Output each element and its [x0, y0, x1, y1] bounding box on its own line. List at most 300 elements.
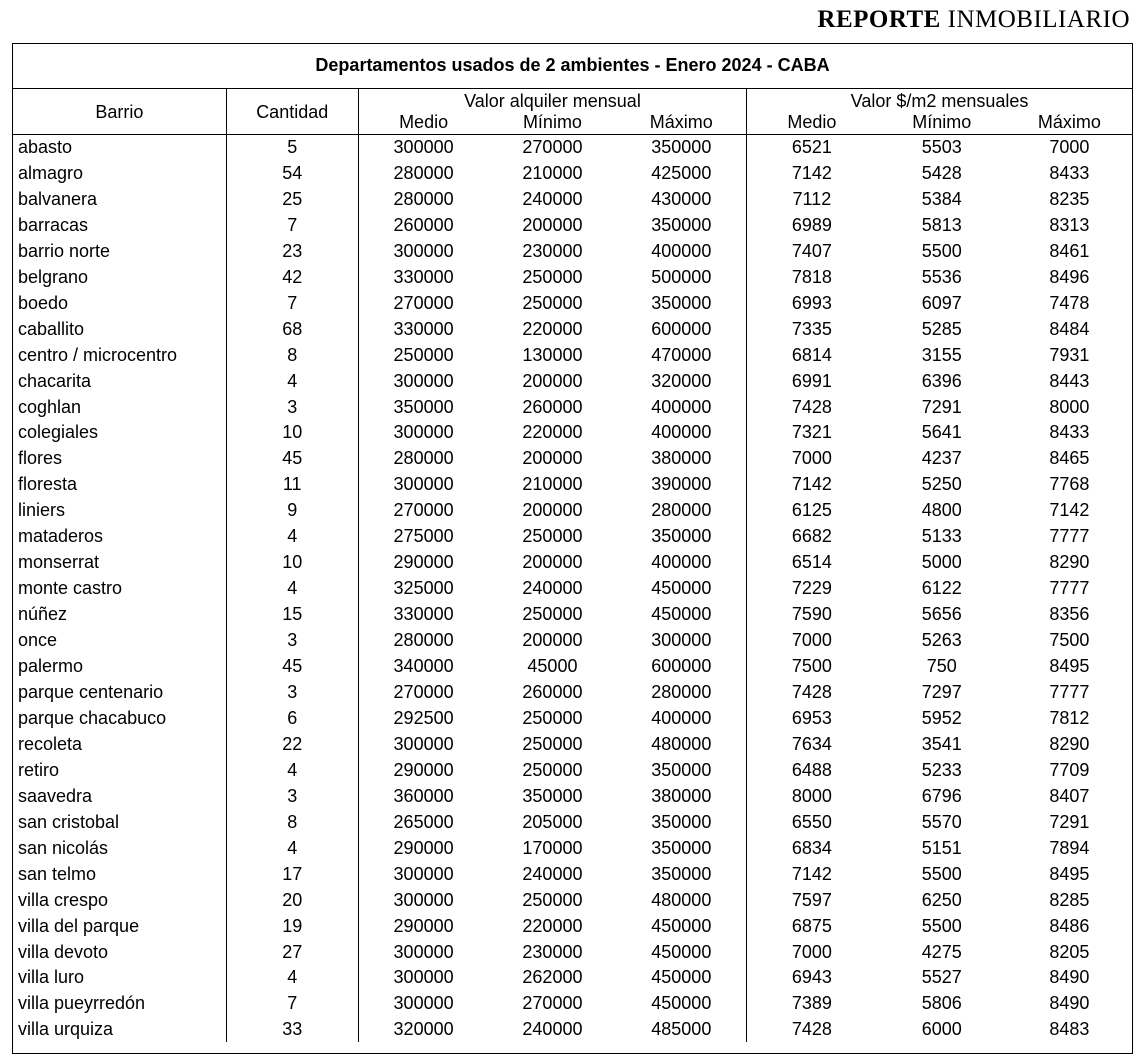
- cell-alq-maximo: 450000: [651, 915, 712, 936]
- cell-alq-minimo: 220000: [522, 318, 583, 339]
- cell-m2-minimo: 5133: [921, 526, 962, 547]
- cell-m2-maximo: 7000: [1049, 137, 1090, 158]
- cell-alq-minimo: 250000: [522, 604, 583, 625]
- cell-alq-maximo: 390000: [651, 474, 712, 495]
- table-row: [13, 783, 1132, 809]
- cell-m2-minimo: 5263: [921, 630, 962, 651]
- cell-alq-minimo: 200000: [522, 630, 583, 651]
- cell-alq-medio: 320000: [358, 1016, 488, 1042]
- cell-alq-minimo: 45000: [527, 656, 578, 677]
- cell-m2-maximo: 7812: [1049, 707, 1090, 728]
- cell-m2-medio: 7428: [747, 679, 877, 705]
- cell-cantidad: 7: [226, 212, 358, 238]
- header-m2-medio: Medio: [747, 112, 877, 134]
- table-row: [13, 290, 1132, 316]
- cell-cantidad: 4: [226, 368, 358, 394]
- cell-alq-medio: 270000: [358, 497, 488, 523]
- cell-m2-minimo: 6396: [921, 370, 962, 391]
- cell-m2-minimo: 6796: [921, 785, 962, 806]
- cell-m2-medio: 6989: [747, 212, 877, 238]
- cell-alq-maximo: 350000: [651, 837, 712, 858]
- cell-m2-maximo: 7931: [1049, 344, 1090, 365]
- cell-alq-maximo: 350000: [651, 759, 712, 780]
- cell-m2-medio: 7590: [747, 601, 877, 627]
- cell-alq-minimo: 200000: [522, 552, 583, 573]
- cell-m2-medio: 7000: [747, 939, 877, 965]
- cell-m2-maximo: 7894: [1049, 837, 1090, 858]
- cell-alq-medio: 330000: [358, 316, 488, 342]
- cell-m2-maximo: 8000: [1049, 396, 1090, 417]
- cell-alq-medio: 280000: [358, 160, 488, 186]
- cell-m2-medio: 7634: [747, 731, 877, 757]
- cell-barrio: palermo: [18, 656, 84, 677]
- cell-barrio: abasto: [18, 137, 73, 158]
- table-row: [13, 1016, 1132, 1042]
- cell-m2-maximo: 7777: [1049, 681, 1090, 702]
- cell-barrio: retiro: [18, 759, 60, 780]
- brand-bold: REPORTE: [817, 6, 941, 33]
- cell-m2-maximo: 8433: [1049, 162, 1090, 183]
- cell-m2-medio: 7389: [747, 990, 877, 1016]
- cell-alq-medio: 300000: [358, 861, 488, 887]
- cell-alq-medio: 300000: [358, 471, 488, 497]
- cell-alq-minimo: 240000: [522, 578, 583, 599]
- cell-alq-medio: 292500: [358, 705, 488, 731]
- cell-m2-maximo: 7500: [1049, 630, 1090, 651]
- table-row: [13, 731, 1132, 757]
- cell-alq-medio: 270000: [358, 290, 488, 316]
- cell-barrio: balvanera: [18, 188, 98, 209]
- cell-cantidad: 54: [226, 160, 358, 186]
- cell-m2-minimo: 4237: [921, 448, 962, 469]
- cell-barrio: recoleta: [18, 733, 83, 754]
- cell-alq-medio: 300000: [358, 419, 488, 445]
- cell-alq-maximo: 350000: [651, 863, 712, 884]
- cell-barrio: villa devoto: [18, 941, 109, 962]
- table-row: [13, 523, 1132, 549]
- cell-barrio: caballito: [18, 318, 85, 339]
- table-row: [13, 264, 1132, 290]
- cell-barrio: san telmo: [18, 863, 97, 884]
- cell-cantidad: 4: [226, 835, 358, 861]
- cell-m2-medio: 6834: [747, 835, 877, 861]
- cell-alq-minimo: 200000: [522, 214, 583, 235]
- header-alq-maximo: Máximo: [617, 112, 747, 134]
- cell-alq-minimo: 170000: [522, 837, 583, 858]
- cell-alq-medio: 290000: [358, 757, 488, 783]
- cell-alq-medio: 300000: [358, 134, 488, 160]
- cell-alq-maximo: 380000: [651, 785, 712, 806]
- header-alq-minimo: Mínimo: [488, 112, 616, 134]
- cell-alq-minimo: 260000: [522, 396, 583, 417]
- cell-m2-maximo: 8496: [1049, 266, 1090, 287]
- table-row: [13, 679, 1132, 705]
- cell-cantidad: 4: [226, 965, 358, 991]
- cell-alq-maximo: 480000: [651, 733, 712, 754]
- header-m2-maximo: Máximo: [1007, 112, 1132, 134]
- cell-m2-maximo: 8290: [1049, 552, 1090, 573]
- cell-barrio: saavedra: [18, 785, 93, 806]
- cell-m2-maximo: 8290: [1049, 733, 1090, 754]
- cell-alq-maximo: 500000: [651, 266, 712, 287]
- cell-m2-minimo: 5952: [921, 707, 962, 728]
- cell-m2-medio: 6814: [747, 342, 877, 368]
- cell-alq-minimo: 240000: [522, 1019, 583, 1040]
- cell-alq-maximo: 350000: [651, 526, 712, 547]
- cell-barrio: belgrano: [18, 266, 89, 287]
- cell-barrio: floresta: [18, 474, 78, 495]
- cell-alq-maximo: 400000: [651, 240, 712, 261]
- table-row: [13, 316, 1132, 342]
- table-row: [13, 342, 1132, 368]
- cell-barrio: centro / microcentro: [18, 344, 178, 365]
- cell-m2-maximo: 8495: [1049, 656, 1090, 677]
- cell-m2-maximo: 8495: [1049, 863, 1090, 884]
- cell-alq-medio: 300000: [358, 939, 488, 965]
- cell-barrio: boedo: [18, 292, 69, 313]
- cell-m2-minimo: 750: [926, 656, 957, 677]
- table-row: [13, 419, 1132, 445]
- cell-m2-minimo: 7297: [921, 681, 962, 702]
- cell-alq-maximo: 350000: [651, 292, 712, 313]
- cell-m2-minimo: 6122: [921, 578, 962, 599]
- cell-barrio: villa pueyrredón: [18, 993, 146, 1014]
- cell-alq-medio: 280000: [358, 186, 488, 212]
- cell-m2-maximo: 7142: [1049, 500, 1090, 521]
- cell-m2-medio: 7428: [747, 1016, 877, 1042]
- cell-cantidad: 10: [226, 419, 358, 445]
- cell-m2-minimo: 5000: [921, 552, 962, 573]
- cell-m2-minimo: 5151: [921, 837, 962, 858]
- cell-alq-medio: 250000: [358, 342, 488, 368]
- table-row: [13, 965, 1132, 991]
- header-m2-minimo: Mínimo: [877, 112, 1007, 134]
- header-alq-medio: Medio: [358, 112, 488, 134]
- table-row: [13, 809, 1132, 835]
- cell-cantidad: 27: [226, 939, 358, 965]
- cell-cantidad: 3: [226, 394, 358, 420]
- table-row: [13, 238, 1132, 264]
- table-row: [13, 160, 1132, 186]
- cell-barrio: san nicolás: [18, 837, 109, 858]
- cell-barrio: flores: [18, 448, 63, 469]
- cell-m2-medio: 7229: [747, 575, 877, 601]
- cell-alq-maximo: 470000: [651, 344, 712, 365]
- cell-m2-minimo: 5384: [921, 188, 962, 209]
- cell-barrio: coghlan: [18, 396, 82, 417]
- cell-cantidad: 7: [226, 290, 358, 316]
- table-row: [13, 445, 1132, 471]
- cell-m2-minimo: 4275: [921, 941, 962, 962]
- table-row: [13, 653, 1132, 679]
- cell-m2-maximo: 8443: [1049, 370, 1090, 391]
- cell-alq-maximo: 450000: [651, 993, 712, 1014]
- cell-alq-medio: 260000: [358, 212, 488, 238]
- table-row: [13, 757, 1132, 783]
- cell-barrio: villa luro: [18, 967, 85, 988]
- cell-m2-maximo: 8461: [1049, 240, 1090, 261]
- cell-m2-medio: 7142: [747, 160, 877, 186]
- cell-alq-minimo: 350000: [522, 785, 583, 806]
- cell-alq-minimo: 210000: [522, 162, 583, 183]
- cell-m2-medio: 7500: [747, 653, 877, 679]
- table-row: [13, 990, 1132, 1016]
- cell-m2-medio: 6521: [747, 134, 877, 160]
- header-cantidad: Cantidad: [226, 88, 358, 134]
- cell-alq-minimo: 250000: [522, 526, 583, 547]
- cell-alq-maximo: 450000: [651, 941, 712, 962]
- cell-m2-minimo: 5250: [921, 474, 962, 495]
- cell-alq-maximo: 480000: [651, 889, 712, 910]
- cell-alq-medio: 330000: [358, 601, 488, 627]
- cell-alq-maximo: 350000: [651, 811, 712, 832]
- cell-alq-minimo: 250000: [522, 733, 583, 754]
- cell-alq-minimo: 240000: [522, 863, 583, 884]
- cell-m2-maximo: 8490: [1049, 967, 1090, 988]
- cell-barrio: san cristobal: [18, 811, 120, 832]
- cell-alq-maximo: 425000: [651, 162, 712, 183]
- cell-m2-medio: 7000: [747, 627, 877, 653]
- cell-alq-minimo: 220000: [522, 915, 583, 936]
- cell-m2-minimo: 5806: [921, 993, 962, 1014]
- cell-alq-maximo: 600000: [651, 656, 712, 677]
- table-row: [13, 627, 1132, 653]
- cell-alq-maximo: 350000: [651, 214, 712, 235]
- table-row: [13, 186, 1132, 212]
- cell-alq-minimo: 230000: [522, 240, 583, 261]
- cell-alq-medio: 275000: [358, 523, 488, 549]
- cell-barrio: colegiales: [18, 422, 99, 443]
- cell-m2-medio: 6943: [747, 965, 877, 991]
- cell-alq-minimo: 210000: [522, 474, 583, 495]
- cell-alq-minimo: 200000: [522, 370, 583, 391]
- cell-m2-minimo: 5527: [921, 967, 962, 988]
- table-row: [13, 212, 1132, 238]
- cell-cantidad: 4: [226, 523, 358, 549]
- table-row: [13, 887, 1132, 913]
- cell-alq-maximo: 380000: [651, 448, 712, 469]
- cell-barrio: villa crespo: [18, 889, 109, 910]
- cell-alq-medio: 290000: [358, 913, 488, 939]
- cell-m2-medio: 7142: [747, 471, 877, 497]
- cell-m2-minimo: 6097: [921, 292, 962, 313]
- cell-barrio: monte castro: [18, 578, 123, 599]
- cell-alq-maximo: 280000: [651, 681, 712, 702]
- table-row: [13, 601, 1132, 627]
- cell-m2-medio: 6991: [747, 368, 877, 394]
- header-m2-group: Valor $/m2 mensuales: [747, 88, 1132, 112]
- cell-alq-maximo: 400000: [651, 552, 712, 573]
- cell-m2-maximo: 8205: [1049, 941, 1090, 962]
- cell-cantidad: 15: [226, 601, 358, 627]
- cell-alq-medio: 330000: [358, 264, 488, 290]
- cell-alq-minimo: 130000: [522, 344, 583, 365]
- cell-alq-minimo: 270000: [522, 137, 583, 158]
- table-row: [13, 575, 1132, 601]
- cell-alq-minimo: 240000: [522, 188, 583, 209]
- cell-m2-medio: 7407: [747, 238, 877, 264]
- cell-m2-maximo: 8465: [1049, 448, 1090, 469]
- cell-alq-maximo: 350000: [651, 137, 712, 158]
- cell-m2-maximo: 7768: [1049, 474, 1090, 495]
- cell-alq-minimo: 205000: [522, 811, 583, 832]
- cell-cantidad: 4: [226, 575, 358, 601]
- cell-cantidad: 68: [226, 316, 358, 342]
- cell-m2-maximo: 8356: [1049, 604, 1090, 625]
- cell-barrio: once: [18, 630, 58, 651]
- cell-cantidad: 45: [226, 653, 358, 679]
- cell-cantidad: 8: [226, 342, 358, 368]
- cell-alq-maximo: 450000: [651, 604, 712, 625]
- cell-m2-maximo: 8490: [1049, 993, 1090, 1014]
- cell-cantidad: 8: [226, 809, 358, 835]
- table-row: [13, 497, 1132, 523]
- cell-barrio: núñez: [18, 604, 68, 625]
- cell-m2-minimo: 5813: [921, 214, 962, 235]
- cell-alq-maximo: 450000: [651, 967, 712, 988]
- cell-m2-maximo: 8433: [1049, 422, 1090, 443]
- cell-cantidad: 19: [226, 913, 358, 939]
- cell-m2-maximo: 7709: [1049, 759, 1090, 780]
- cell-alq-medio: 300000: [358, 965, 488, 991]
- cell-m2-maximo: 8483: [1049, 1019, 1090, 1040]
- cell-cantidad: 10: [226, 549, 358, 575]
- cell-barrio: liniers: [18, 500, 66, 521]
- cell-alq-medio: 290000: [358, 549, 488, 575]
- cell-m2-medio: 7818: [747, 264, 877, 290]
- cell-cantidad: 22: [226, 731, 358, 757]
- table-row: [13, 394, 1132, 420]
- table-row: [13, 835, 1132, 861]
- cell-alq-minimo: 200000: [522, 448, 583, 469]
- cell-m2-maximo: 8486: [1049, 915, 1090, 936]
- cell-alq-maximo: 450000: [651, 578, 712, 599]
- cell-alq-minimo: 250000: [522, 707, 583, 728]
- cell-m2-medio: 6993: [747, 290, 877, 316]
- cell-alq-minimo: 270000: [522, 993, 583, 1014]
- cell-alq-minimo: 250000: [522, 889, 583, 910]
- cell-alq-medio: 325000: [358, 575, 488, 601]
- cell-m2-maximo: 8235: [1049, 188, 1090, 209]
- cell-alq-medio: 280000: [358, 627, 488, 653]
- cell-m2-minimo: 5536: [921, 266, 962, 287]
- cell-alq-medio: 265000: [358, 809, 488, 835]
- cell-alq-medio: 300000: [358, 731, 488, 757]
- cell-cantidad: 4: [226, 757, 358, 783]
- table-row: [13, 913, 1132, 939]
- cell-m2-maximo: 7478: [1049, 292, 1090, 313]
- cell-cantidad: 42: [226, 264, 358, 290]
- cell-barrio: parque chacabuco: [18, 707, 167, 728]
- cell-m2-maximo: 7291: [1049, 811, 1090, 832]
- table-row: [13, 939, 1132, 965]
- cell-cantidad: 11: [226, 471, 358, 497]
- cell-m2-medio: 7428: [747, 394, 877, 420]
- table-row: [13, 705, 1132, 731]
- report-table-frame: [12, 43, 1133, 1054]
- cell-m2-minimo: 5500: [921, 240, 962, 261]
- cell-m2-medio: 6514: [747, 549, 877, 575]
- cell-m2-maximo: 7777: [1049, 578, 1090, 599]
- cell-barrio: chacarita: [18, 370, 92, 391]
- cell-alq-minimo: 260000: [522, 681, 583, 702]
- cell-m2-medio: 6875: [747, 913, 877, 939]
- cell-m2-minimo: 3541: [921, 733, 962, 754]
- cell-barrio: villa urquiza: [18, 1019, 114, 1040]
- cell-alq-maximo: 400000: [651, 707, 712, 728]
- cell-m2-minimo: 5428: [921, 162, 962, 183]
- cell-cantidad: 3: [226, 627, 358, 653]
- cell-barrio: villa del parque: [18, 915, 140, 936]
- cell-cantidad: 20: [226, 887, 358, 913]
- cell-alq-minimo: 250000: [522, 292, 583, 313]
- header-barrio: Barrio: [13, 88, 226, 134]
- brand-regular: INMOBILIARIO: [947, 6, 1130, 33]
- cell-alq-minimo: 250000: [522, 759, 583, 780]
- cell-m2-minimo: 5641: [921, 422, 962, 443]
- cell-cantidad: 33: [226, 1016, 358, 1042]
- cell-m2-minimo: 6000: [921, 1019, 962, 1040]
- rental-table: [13, 44, 1132, 1042]
- cell-cantidad: 25: [226, 186, 358, 212]
- table-row: [13, 549, 1132, 575]
- cell-alq-maximo: 300000: [651, 630, 712, 651]
- cell-m2-minimo: 5500: [921, 915, 962, 936]
- cell-barrio: barrio norte: [18, 240, 111, 261]
- cell-alq-maximo: 600000: [651, 318, 712, 339]
- cell-barrio: barracas: [18, 214, 89, 235]
- cell-alq-maximo: 400000: [651, 422, 712, 443]
- cell-alq-medio: 280000: [358, 445, 488, 471]
- cell-alq-maximo: 320000: [651, 370, 712, 391]
- cell-cantidad: 7: [226, 990, 358, 1016]
- cell-alq-minimo: 220000: [522, 422, 583, 443]
- cell-alq-maximo: 280000: [651, 500, 712, 521]
- cell-m2-medio: 7321: [747, 419, 877, 445]
- cell-m2-medio: 6953: [747, 705, 877, 731]
- cell-cantidad: 5: [226, 134, 358, 160]
- cell-cantidad: 3: [226, 783, 358, 809]
- table-row: [13, 861, 1132, 887]
- cell-alq-medio: 360000: [358, 783, 488, 809]
- cell-alq-medio: 300000: [358, 238, 488, 264]
- cell-m2-medio: 8000: [747, 783, 877, 809]
- cell-m2-medio: 7000: [747, 445, 877, 471]
- cell-barrio: monserrat: [18, 552, 100, 573]
- cell-alq-medio: 300000: [358, 887, 488, 913]
- cell-alq-medio: 340000: [358, 653, 488, 679]
- cell-barrio: almagro: [18, 162, 84, 183]
- cell-cantidad: 45: [226, 445, 358, 471]
- cell-m2-medio: 7335: [747, 316, 877, 342]
- cell-alq-minimo: 262000: [522, 967, 583, 988]
- cell-alq-maximo: 485000: [651, 1019, 712, 1040]
- cell-alq-maximo: 400000: [651, 396, 712, 417]
- cell-alq-minimo: 250000: [522, 266, 583, 287]
- cell-alq-medio: 300000: [358, 990, 488, 1016]
- header-alquiler-group: Valor alquiler mensual: [358, 88, 746, 112]
- cell-cantidad: 23: [226, 238, 358, 264]
- cell-m2-minimo: 5570: [921, 811, 962, 832]
- cell-m2-maximo: 8313: [1049, 214, 1090, 235]
- cell-m2-maximo: 7777: [1049, 526, 1090, 547]
- cell-m2-minimo: 5503: [921, 137, 962, 158]
- cell-alq-medio: 270000: [358, 679, 488, 705]
- table-body: [13, 134, 1132, 1042]
- cell-alq-medio: 290000: [358, 835, 488, 861]
- cell-cantidad: 6: [226, 705, 358, 731]
- cell-m2-medio: 7112: [747, 186, 877, 212]
